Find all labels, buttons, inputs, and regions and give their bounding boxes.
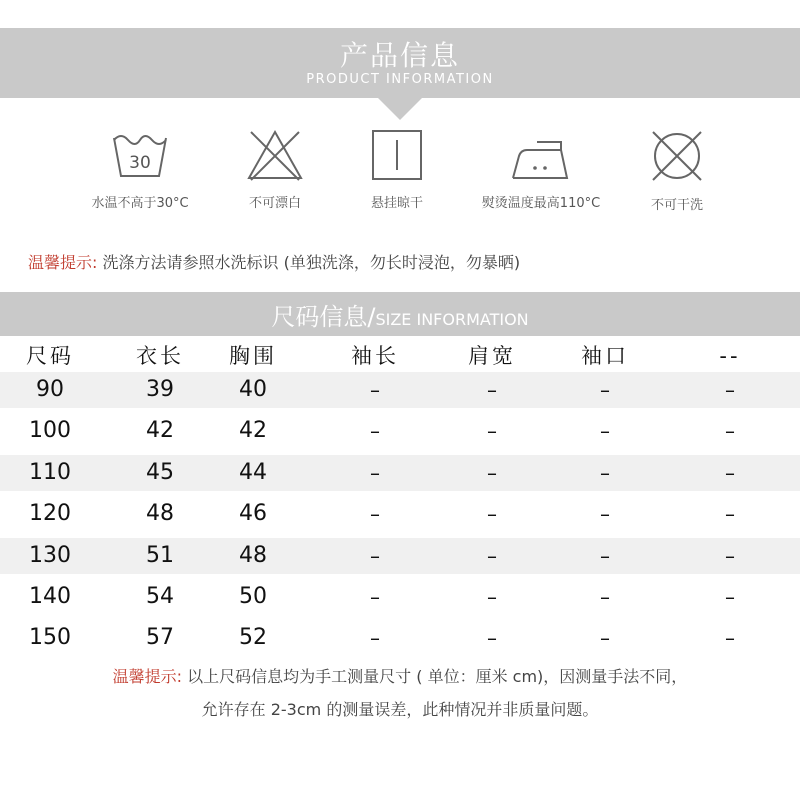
- cell-length: 51: [146, 543, 174, 568]
- cell-cuff: –: [600, 378, 610, 402]
- cell-chest: 48: [239, 543, 267, 568]
- care-label-hang-dry: 悬挂晾干: [370, 196, 423, 211]
- cell-shoulder: –: [487, 626, 497, 650]
- size-table-header: [0, 338, 800, 374]
- header-extra: --: [719, 344, 741, 368]
- cell-extra: –: [725, 585, 735, 609]
- wash-30-icon: [110, 128, 170, 182]
- cell-shoulder: –: [487, 378, 497, 402]
- cell-length: 48: [146, 501, 174, 526]
- cell-size: 100: [29, 418, 71, 443]
- cell-size: 150: [29, 625, 71, 650]
- banner-notch: [378, 98, 422, 120]
- cell-extra: –: [725, 544, 735, 568]
- care-tip: [28, 250, 520, 273]
- product-info-title: 产品信息: [339, 39, 460, 72]
- size-note-text1: 以上尺码信息均为手工测量尺寸 ( 单位：厘米 cm)，因测量手法不同，: [187, 667, 688, 686]
- size-note-line2: 允许存在 2-3cm 的测量误差，此种情况并非质量问题。: [201, 700, 599, 719]
- cell-chest: 46: [239, 501, 267, 526]
- care-label-wash: 水温不高于30°C: [91, 196, 189, 211]
- care-item-no-dry-clean: [612, 128, 742, 213]
- care-item-iron: [476, 128, 606, 211]
- cell-size: 130: [29, 543, 71, 568]
- header-sleeve: 袖长: [351, 344, 399, 368]
- cell-size: 120: [29, 501, 71, 526]
- cell-length: 45: [146, 460, 174, 485]
- cell-extra: –: [725, 502, 735, 526]
- cell-extra: –: [725, 461, 735, 485]
- cell-sleeve: –: [370, 378, 380, 402]
- cell-sleeve: –: [370, 626, 380, 650]
- cell-cuff: –: [600, 585, 610, 609]
- cell-chest: 40: [239, 377, 267, 402]
- cell-length: 39: [146, 377, 174, 402]
- care-label-no-dry-clean: 不可干洗: [650, 198, 703, 213]
- cell-shoulder: –: [487, 419, 497, 443]
- cell-chest: 52: [239, 625, 267, 650]
- no-dry-clean-icon: [647, 128, 707, 184]
- header-chest: 胸围: [229, 344, 277, 368]
- size-note-line1: [0, 664, 800, 687]
- cell-sleeve: –: [370, 461, 380, 485]
- cell-chest: 44: [239, 460, 267, 485]
- size-info-title-zh: 尺码信息/: [271, 303, 376, 331]
- cell-extra: –: [725, 419, 735, 443]
- header-cuff: 袖口: [581, 344, 629, 368]
- size-note-label: 温馨提示:: [112, 667, 183, 686]
- table-row: [0, 496, 800, 532]
- cell-sleeve: –: [370, 419, 380, 443]
- cell-sleeve: –: [370, 544, 380, 568]
- cell-sleeve: –: [370, 502, 380, 526]
- hang-dry-icon: [367, 128, 427, 182]
- header-size: 尺码: [26, 344, 74, 368]
- table-row: [0, 413, 800, 449]
- size-info-title: [0, 297, 800, 332]
- header-length: 衣长: [136, 344, 184, 368]
- cell-size: 140: [29, 584, 71, 609]
- table-row: [0, 538, 800, 574]
- cell-chest: 42: [239, 418, 267, 443]
- cell-cuff: –: [600, 502, 610, 526]
- cell-cuff: –: [600, 544, 610, 568]
- product-info-subtitle: PRODUCT INFORMATION: [306, 72, 494, 87]
- cell-size: 90: [36, 377, 64, 402]
- iron-icon: [509, 128, 573, 182]
- table-row: [0, 620, 800, 656]
- cell-cuff: –: [600, 419, 610, 443]
- care-item-no-bleach: [210, 128, 340, 211]
- header-shoulder: 肩宽: [468, 344, 516, 368]
- care-label-iron: 熨烫温度最高110°C: [481, 196, 601, 211]
- cell-shoulder: –: [487, 461, 497, 485]
- care-item-hang-dry: [332, 128, 462, 211]
- cell-cuff: –: [600, 461, 610, 485]
- size-info-title-en: SIZE INFORMATION: [375, 310, 529, 329]
- cell-extra: –: [725, 626, 735, 650]
- cell-length: 57: [146, 625, 174, 650]
- cell-size: 110: [29, 460, 71, 485]
- care-tip-label: 温馨提示:: [28, 253, 98, 272]
- cell-length: 54: [146, 584, 174, 609]
- cell-shoulder: –: [487, 502, 497, 526]
- cell-sleeve: –: [370, 585, 380, 609]
- cell-shoulder: –: [487, 544, 497, 568]
- cell-length: 42: [146, 418, 174, 443]
- table-row: [0, 372, 800, 408]
- care-tip-text: 洗涤方法请参照水洗标识 (单独洗涤，勿长时浸泡，勿暴晒): [102, 253, 521, 272]
- cell-chest: 50: [239, 584, 267, 609]
- care-label-no-bleach: 不可漂白: [248, 196, 301, 211]
- cell-cuff: –: [600, 626, 610, 650]
- cell-extra: –: [725, 378, 735, 402]
- cell-shoulder: –: [487, 585, 497, 609]
- wash-temp-text: 30: [129, 153, 151, 173]
- table-row: [0, 579, 800, 615]
- care-item-wash: [75, 128, 205, 211]
- table-row: [0, 455, 800, 491]
- no-bleach-icon: [245, 128, 305, 182]
